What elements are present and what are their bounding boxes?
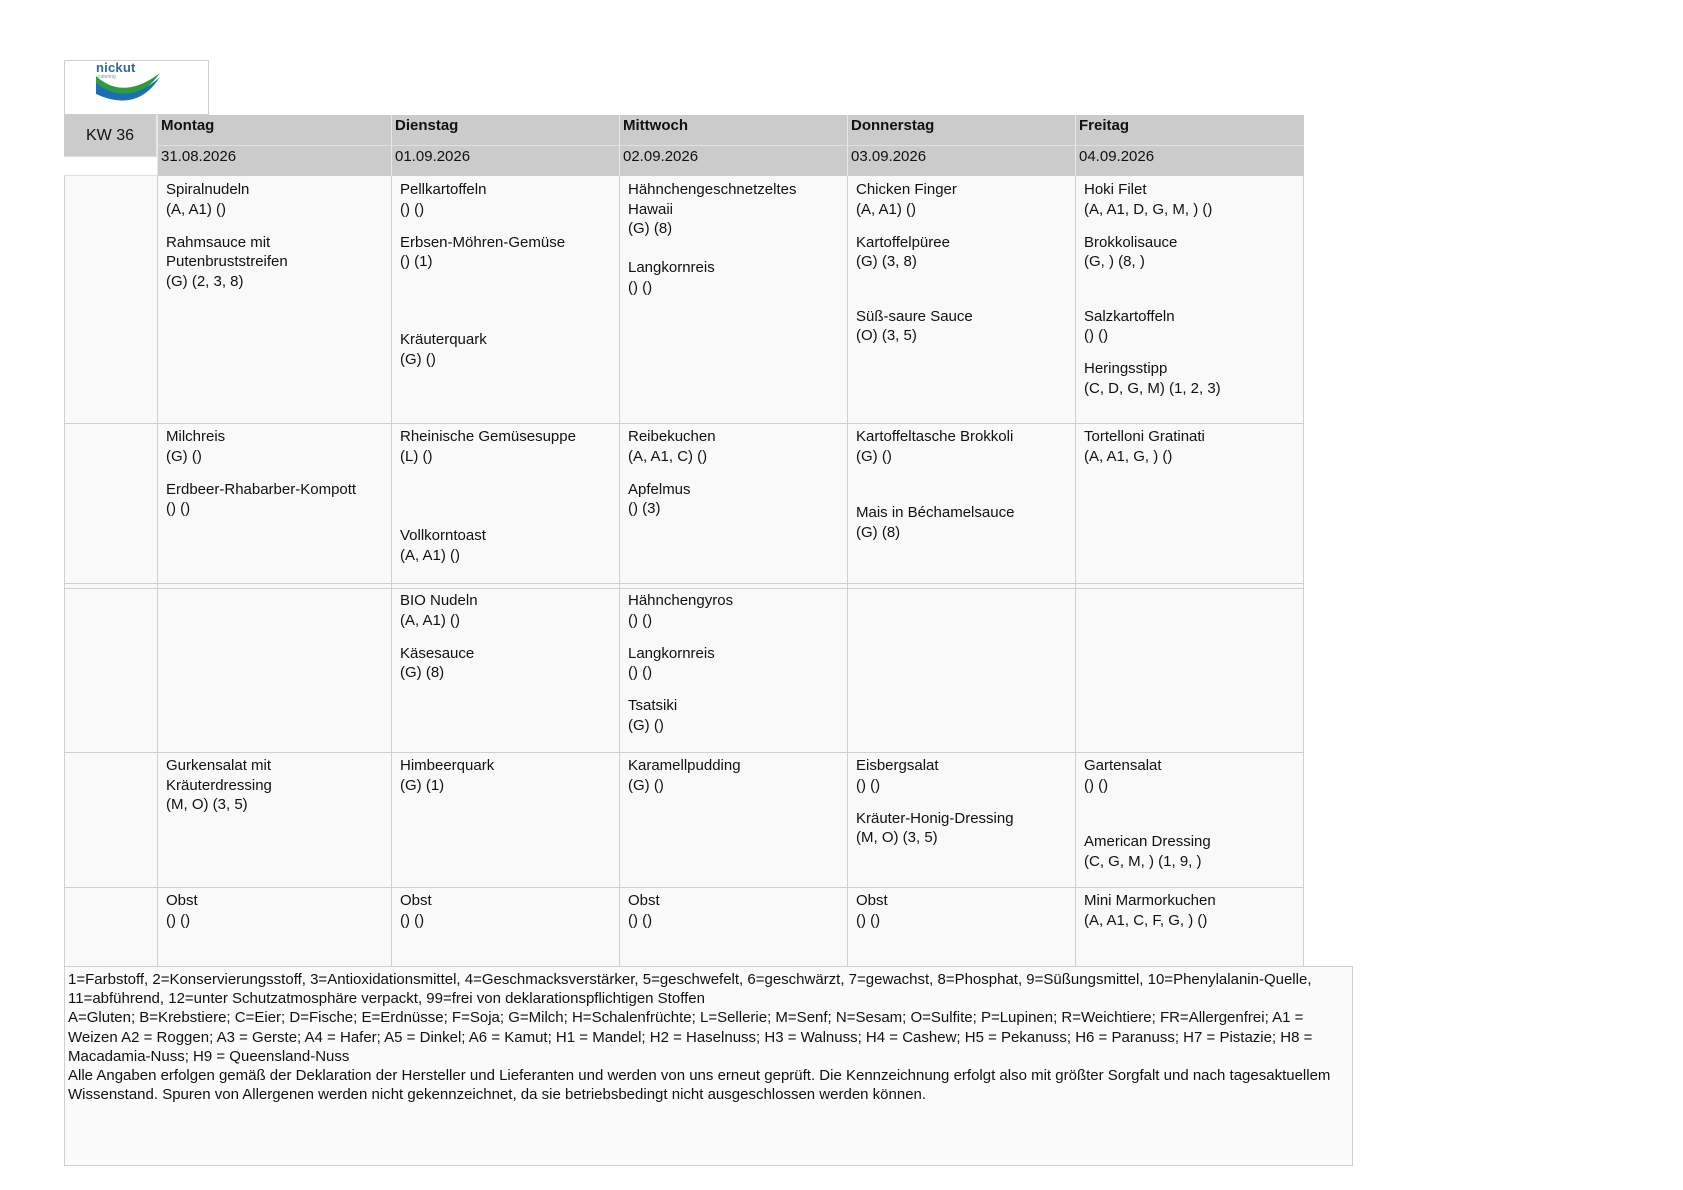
dish-allergens: () () (856, 911, 881, 929)
grid-line (847, 176, 848, 966)
dish-allergens: (A, A1) () (400, 546, 461, 564)
dish-name: Käsesauce (400, 644, 475, 662)
dish-name: Obst (628, 892, 660, 909)
dish-name: Langkornreis (628, 259, 715, 276)
grid-line (1303, 176, 1304, 966)
logo-text: nickut (96, 60, 136, 75)
dish (400, 427, 576, 466)
grid-line (391, 176, 392, 966)
dish-name: Milchreis (166, 428, 226, 445)
dish-name: Spiralnudeln (166, 181, 250, 198)
day-date-monday: 31.08.2026 (157, 145, 391, 176)
grid-line (64, 887, 1304, 888)
dish-allergens: (G) () (400, 350, 436, 368)
dish-name: Kartoffeltasche Brokkoli (856, 428, 1014, 445)
dish (166, 756, 272, 815)
dish (400, 891, 432, 930)
dish-name: Gurkensalat mit (166, 757, 272, 774)
dish-name: BIO Nudeln (400, 592, 478, 609)
dish (400, 644, 474, 683)
day-name-thursday: Donnerstag (847, 115, 1075, 145)
dish-allergens: (L) () (400, 447, 433, 465)
dish-allergens: (G) () (628, 716, 664, 734)
day-date-tuesday: 01.09.2026 (391, 145, 619, 176)
dish (856, 756, 939, 795)
dish (628, 891, 660, 930)
dish (1084, 180, 1212, 219)
dish-allergens: (G, ) (8, ) (1084, 253, 1145, 271)
dish-allergens: (C, D, G, M) (1, 2, 3) (1084, 379, 1221, 397)
dish-name: Chicken Finger (856, 181, 957, 198)
dish (856, 891, 888, 930)
logo-swoosh-icon (65, 61, 209, 115)
day-date-wednesday: 02.09.2026 (619, 145, 847, 176)
dish-name: Heringsstipp (1084, 360, 1168, 378)
dish (628, 591, 733, 630)
dish (1084, 233, 1177, 272)
dish (1084, 307, 1175, 346)
dish (628, 427, 716, 466)
dish-allergens: () () (628, 664, 653, 682)
dish-allergens: (A, A1) () (166, 200, 227, 218)
dish-name: Rheinische Gemüsesuppe (400, 428, 576, 445)
dish (628, 696, 677, 735)
dish-allergens: (A, A1, C) () (628, 447, 708, 465)
dish-name: Langkornreis (628, 644, 715, 662)
dish-allergens: () () (628, 278, 653, 296)
legend-allergens: A=Gluten; B=Krebstiere; C=Eier; D=Fische; E=Erdnüsse; F=Soja; G=Milch; H=Schalenfrüchte; L=Sellerie; M=Senf; N=Sesam; O=Sulfite; P=Lupinen; R=Weichtiere; FR=Allergenfrei; A1 = Weizen A2 = Roggen; A3 = Gerste; A4 = Hafer; A5 = Dinkel; A6 = Kamut; H1 = Mandel; H2 = Haselnuss; H3 = Walnuss; H4 = Cashew; H5 = Pekanuss; H6 = Paranuss; H7 = Pistazie; H8 = Macadamia-Nuss; H9 = Queensland-Nuss (68, 1009, 1313, 1065)
dish-name: Süß-saure Sauce (856, 307, 973, 325)
dish-allergens: (G) (8) (628, 220, 673, 237)
dish-allergens: () () (1084, 776, 1109, 794)
dish (400, 233, 565, 272)
dish-allergens: (A, A1, C, F, G, ) () (1084, 911, 1208, 929)
day-name-tuesday: Dienstag (391, 115, 619, 145)
dish-allergens: (O) (3, 5) (856, 327, 917, 345)
dish-name: Kartoffelpüree (856, 233, 950, 251)
dish-allergens: () () (628, 911, 653, 929)
dish-name: Himbeerquark (400, 757, 495, 774)
dish-allergens: (G) () (628, 776, 664, 794)
grid-line (64, 423, 1304, 424)
dish (856, 307, 973, 346)
legend-additives: 1=Farbstoff, 2=Konservierungsstoff, 3=Antioxidationsmittel, 4=Geschmacksverstärker, 5=geschwefelt, 6=geschwärzt, 7=gewachst, 8=Phosphat, 9=Süßungsmittel, 10=Phenylalanin-Quelle, 11=abführend, 12=unter Schutzatmosphäre verpackt, 99=frei von deklarationspflichtigen Stoffen (68, 971, 1312, 1008)
dish (1084, 427, 1205, 466)
dish (856, 233, 950, 272)
day-date-friday: 04.09.2026 (1075, 145, 1304, 176)
dish-allergens: () (3) (628, 500, 661, 518)
dish-name: Hawaii (628, 200, 674, 218)
dish-name: Eisbergsalat (856, 757, 939, 774)
dish (400, 756, 494, 795)
dish-name: Obst (856, 892, 888, 909)
dish-name: Erdbeer-Rhabarber-Kompott (166, 480, 357, 498)
dish-name: Hähnchengeschnetzeltes (628, 181, 797, 198)
dish-name: Hähnchengyros (628, 592, 734, 609)
dish-name: Mais in Béchamelsauce (856, 504, 1015, 522)
dish (628, 480, 691, 519)
legend-disclaimer: Alle Angaben erfolgen gemäß der Deklaration der Hersteller und Lieferanten und werden von uns erneut geprüft. Die Kennzeichnung erfolgt also mit größter Sorgfalt und nach tagesaktuellem Wissenstand. Spuren von Allergenen werden nicht gekennzeichnet, da sie betriebsbedingt nicht ausgeschlossen werden können. (68, 1067, 1331, 1104)
dish-name: Brokkolisauce (1084, 233, 1178, 251)
day-date-thursday: 03.09.2026 (847, 145, 1075, 176)
dish (856, 180, 957, 219)
dish (1084, 891, 1216, 930)
dish-allergens: (G) (2, 3, 8) (166, 272, 244, 290)
dish-allergens: (M, O) (3, 5) (856, 829, 938, 847)
dish-name: Erbsen-Möhren-Gemüse (400, 233, 566, 251)
dish-allergens: (A, A1, D, G, M, ) () (1084, 200, 1213, 218)
week-gap (64, 156, 157, 176)
dish-name: Salzkartoffeln (1084, 307, 1175, 325)
grid-line (64, 583, 1304, 584)
logo-subtext: catering (98, 74, 116, 80)
dish-allergens: () () (166, 500, 191, 518)
dish-allergens: (G) () (856, 447, 892, 465)
dish-allergens: (G) (8) (856, 523, 901, 541)
dish-name: Gartensalat (1084, 757, 1162, 774)
dish (628, 756, 741, 795)
dish-allergens: () () (400, 200, 425, 218)
dish-name: Obst (166, 892, 198, 909)
dish-allergens: () () (1084, 327, 1109, 345)
dish-name: American Dressing (1084, 833, 1211, 851)
dish-allergens: (A, A1) () (400, 611, 461, 629)
grid-line (64, 588, 1304, 589)
dish (400, 330, 487, 369)
dish-allergens: (G) () (166, 447, 202, 465)
grid-line (619, 176, 620, 966)
dish-allergens: (M, O) (3, 5) (166, 796, 248, 813)
dish-allergens: (A, A1) () (856, 200, 917, 218)
legend-box (64, 966, 1353, 1166)
dish-name: Putenbruststreifen (166, 253, 288, 271)
dish-name: Apfelmus (628, 480, 691, 498)
dish-name: Hoki Filet (1084, 181, 1147, 198)
dish (1084, 832, 1211, 871)
day-name-friday: Freitag (1075, 115, 1304, 145)
dish-name: Kräuterquark (400, 331, 487, 349)
dish (1084, 756, 1162, 795)
grid-line (64, 176, 65, 966)
grid-line (64, 752, 1304, 753)
grid-line (1075, 176, 1076, 966)
dish (1084, 359, 1221, 398)
dish (856, 427, 1013, 466)
dish (166, 233, 288, 292)
dish (628, 258, 715, 297)
dish-allergens: () () (400, 911, 425, 929)
dish (856, 503, 1014, 542)
dish (166, 480, 356, 519)
dish-name: Rahmsauce mit (166, 233, 271, 251)
day-name-wednesday: Mittwoch (619, 115, 847, 145)
dish (166, 180, 249, 219)
dish-name: Mini Marmorkuchen (1084, 892, 1216, 909)
dish-name: Reibekuchen (628, 428, 716, 445)
dish-allergens: (G) (1) (400, 776, 445, 794)
dish-allergens: (G) (8) (400, 664, 445, 682)
week-label: KW 36 (64, 115, 157, 156)
dish (400, 526, 486, 565)
dish-allergens: (A, A1, G, ) () (1084, 447, 1173, 465)
dish-name: Pellkartoffeln (400, 181, 487, 198)
dish-name: Karamellpudding (628, 757, 741, 774)
dish (400, 591, 478, 630)
dish (628, 644, 715, 683)
dish-name: Kräuterdressing (166, 776, 272, 794)
dish (628, 180, 796, 239)
dish-name: Tsatsiki (628, 697, 678, 715)
dish-allergens: () () (166, 911, 191, 929)
grid-line (157, 176, 158, 966)
dish-allergens: () (1) (400, 253, 433, 271)
dish-allergens: (C, G, M, ) (1, 9, ) (1084, 852, 1202, 870)
dish-name: Vollkorntoast (400, 527, 486, 545)
dish-allergens: (G) (3, 8) (856, 253, 917, 271)
company-logo (64, 60, 209, 115)
dish (400, 180, 486, 219)
dish-allergens: () () (628, 611, 653, 629)
dish-name: Tortelloni Gratinati (1084, 428, 1205, 445)
dish-name: Kräuter-Honig-Dressing (856, 809, 1014, 827)
dish (856, 809, 1014, 848)
dish-allergens: () () (856, 776, 881, 794)
dish (166, 427, 225, 466)
dish-name: Obst (400, 892, 432, 909)
day-name-monday: Montag (157, 115, 391, 145)
dish (166, 891, 198, 930)
